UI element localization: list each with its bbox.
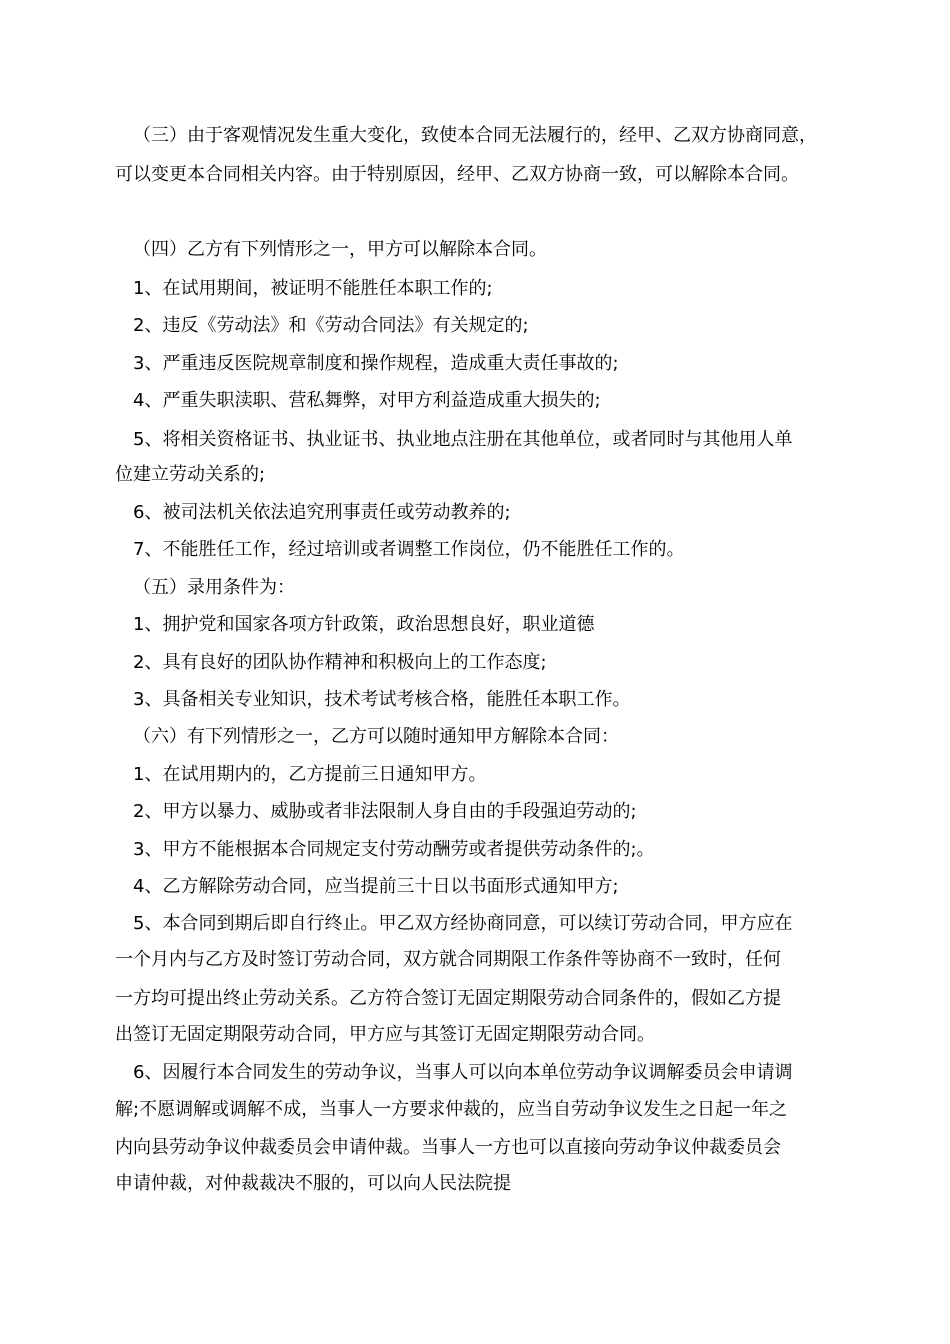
- clause-5-item-2: 2、具有良好的团队协作精神和积极向上的工作态度;: [133, 652, 547, 673]
- clause-4-item-5-line-2: 位建立劳动关系的;: [115, 464, 266, 485]
- clause-6-item-6-line-3: 内向县劳动争议仲裁委员会申请仲裁。当事人一方也可以直接向劳动争议仲裁委员会: [115, 1137, 781, 1158]
- clause-3-line-2: 可以变更本合同相关内容。由于特别原因，经甲、乙双方协商一致，可以解除本合同。: [115, 164, 799, 185]
- clause-6-item-5-line-1: 5、本合同到期后即自行终止。甲乙双方经协商同意，可以续订劳动合同，甲方应在: [133, 913, 793, 934]
- clause-5-item-1: 1、拥护党和国家各项方针政策，政治思想良好，职业道德: [133, 614, 595, 635]
- clause-4-item-6: 6、被司法机关依法追究刑事责任或劳动教养的;: [133, 502, 511, 523]
- clause-4-item-2: 2、违反《劳动法》和《劳动合同法》有关规定的;: [133, 315, 529, 336]
- clause-6-item-3: 3、甲方不能根据本合同规定支付劳动酬劳或者提供劳动条件的;。: [133, 839, 655, 860]
- clause-6-item-6-line-1: 6、因履行本合同发生的劳动争议，当事人可以向本单位劳动争议调解委员会申请调: [133, 1062, 793, 1083]
- clause-6-item-2: 2、甲方以暴力、威胁或者非法限制人身自由的手段强迫劳动的;: [133, 801, 637, 822]
- clause-6-item-5-line-3: 一方均可提出终止劳动关系。乙方符合签订无固定期限劳动合同条件的，假如乙方提: [115, 988, 781, 1009]
- clause-5-heading: （五）录用条件为：: [133, 577, 295, 598]
- clause-4-item-5-line-1: 5、将相关资格证书、执业证书、执业地点注册在其他单位，或者同时与其他用人单: [133, 429, 793, 450]
- clause-4-item-1: 1、在试用期间，被证明不能胜任本职工作的;: [133, 278, 493, 299]
- clause-6-item-6-line-4: 申请仲裁，对仲裁裁决不服的，可以向人民法院提: [115, 1173, 511, 1194]
- clause-6-item-4: 4、乙方解除劳动合同，应当提前三十日以书面形式通知甲方;: [133, 876, 619, 897]
- clause-4-item-3: 3、严重违反医院规章制度和操作规程，造成重大责任事故的;: [133, 353, 619, 374]
- clause-4-item-7: 7、不能胜任工作，经过培训或者调整工作岗位，仍不能胜任工作的。: [133, 539, 685, 560]
- clause-6-heading: （六）有下列情形之一，乙方可以随时通知甲方解除本合同：: [133, 726, 619, 747]
- clause-6-item-6-line-2: 解;不愿调解或调解不成，当事人一方要求仲裁的，应当自劳动争议发生之日起一年之: [115, 1099, 788, 1120]
- clause-4-item-4: 4、严重失职渎职、营私舞弊，对甲方利益造成重大损失的;: [133, 390, 601, 411]
- clause-4-heading: （四）乙方有下列情形之一，甲方可以解除本合同。: [133, 239, 547, 260]
- clause-6-item-5-line-4: 出签订无固定期限劳动合同，甲方应与其签订无固定期限劳动合同。: [115, 1024, 655, 1045]
- clause-3-line-1: （三）由于客观情况发生重大变化，致使本合同无法履行的，经甲、乙双方协商同意，: [133, 125, 817, 146]
- clause-5-item-3: 3、具备相关专业知识，技术考试考核合格，能胜任本职工作。: [133, 689, 631, 710]
- clause-6-item-5-line-2: 一个月内与乙方及时签订劳动合同，双方就合同期限工作条件等协商不一致时，任何: [115, 949, 781, 970]
- clause-6-item-1: 1、在试用期内的，乙方提前三日通知甲方。: [133, 764, 487, 785]
